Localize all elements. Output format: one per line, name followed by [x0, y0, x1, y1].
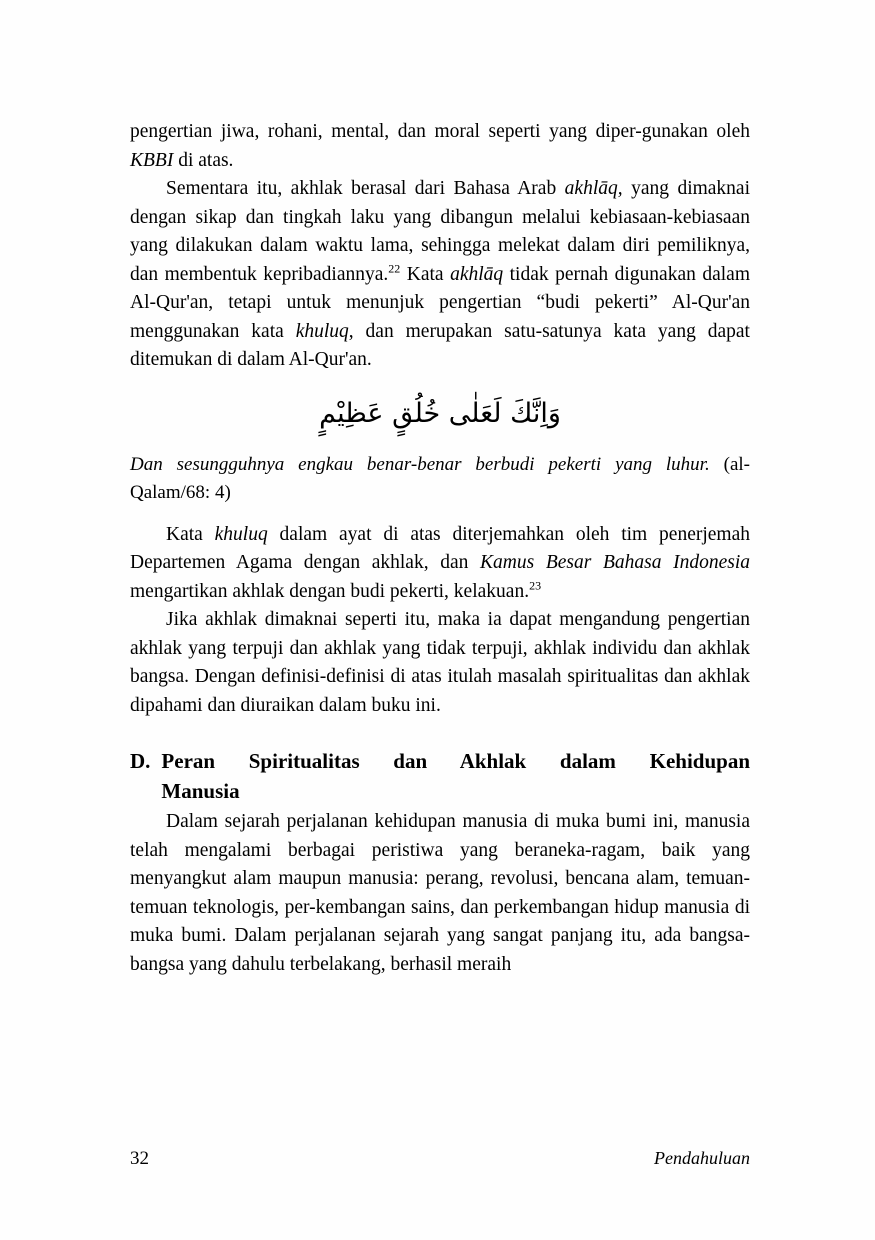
page-footer	[130, 1148, 750, 1170]
paragraph-5	[130, 808, 750, 979]
paragraph-3-text-a: Kata	[166, 523, 215, 545]
section-heading-line2: Manusia	[161, 779, 240, 803]
paragraph-5-text: Dalam sejarah perjalanan kehidupan manusia di muka bumi ini, manusia telah mengalami berbagai peristiwa yang beraneka-ragam, baik yang menyangkut alam maupun manusia: perang, revolusi, bencana alam, temuan-temuan teknologis, per-kembangan sains, dan perkembangan hidup manusia di muka bumi. Dalam perjalanan sejarah yang sangat panjang itu, ada bangsa-bangsa yang dahulu terbelakang, berhasil meraih	[130, 811, 750, 975]
section-heading-line1: Peran Spiritualitas dan Akhlak dalam Kehidupan	[161, 749, 750, 773]
paragraph-2-text-b: yang dimaknai dengan sikap dan tingkah laku yang dibangun melalui kebiasaan-kebiasaan yang dilakukan dalam waktu lama, sehingga melekat dalam diri pemiliknya, dan membentuk kepribadiannya.	[130, 178, 751, 285]
paragraph-3-italic-kbbi-title: Kamus Besar Bahasa Indonesia	[480, 552, 750, 573]
paragraph-2-text-a: Sementara itu, akhlak berasal dari Bahasa Arab	[166, 178, 565, 199]
page-content	[130, 118, 750, 979]
paragraph-2	[130, 175, 750, 375]
paragraph-1-text-b: di atas.	[173, 149, 234, 171]
paragraph-2-italic-akhlaq-1: akhlāq,	[564, 178, 623, 199]
quran-verse-arabic: وَاِنَّكَ لَعَلٰى خُلُقٍ عَظِيْمٍ	[319, 397, 561, 429]
paragraph-1	[130, 118, 750, 175]
paragraph-2-italic-khuluq: khuluq	[295, 320, 349, 342]
footnote-marker-22: 22	[388, 261, 401, 275]
paragraph-2-text-e: , dan merupakan satu-satunya kata yang dapat ditemukan di dalam Al-Qur'an.	[130, 320, 750, 370]
verse-reference: (al-Qalam/68: 4)	[130, 453, 750, 503]
section-heading-label: D.	[130, 749, 151, 773]
paragraph-3-text-c: mengartikan akhlak dengan budi pekerti, kelakuan.	[130, 580, 530, 602]
paragraph-3-italic-khuluq: khuluq	[214, 523, 268, 545]
spacer	[130, 512, 750, 521]
verse-translation-italic: Dan sesungguhnya engkau benar-benar berbudi pekerti yang luhur.	[130, 453, 710, 475]
paragraph-4	[130, 606, 750, 720]
running-head: Pendahuluan	[654, 1148, 750, 1168]
verse-translation	[130, 451, 750, 508]
paragraph-4-text: Jika akhlak dimaknai seperti itu, maka ia dapat mengandung pengertian akhlak yang terpuji dan akhlak yang tidak terpuji, akhlak individu dan akhlak bangsa. Dengan definisi-definisi di atas itulah masalah spiritualitas dan akhlak dipahami dan diuraikan dalam buku ini.	[130, 609, 750, 716]
section-heading-text	[161, 746, 750, 806]
paragraph-1-text-a: pengertian jiwa, rohani, mental, dan moral seperti yang diper-gunakan oleh	[130, 121, 750, 142]
paragraph-2-italic-akhlaq-2: akhlāq	[450, 263, 504, 285]
section-heading	[130, 746, 750, 806]
paragraph-2-text-c: Kata	[400, 263, 451, 285]
footnote-marker-23: 23	[529, 578, 542, 592]
paragraph-3-text-b: dalam ayat di atas diterjemahkan oleh tim penerjemah Departemen Agama dengan akhlak, dan	[130, 523, 750, 573]
page-number: 32	[130, 1148, 149, 1169]
paragraph-1-italic-kbbi: KBBI	[130, 149, 174, 171]
paragraph-3	[130, 521, 750, 607]
paragraph-2-text-d: tidak pernah digunakan dalam Al-Qur'an, tetapi untuk menunjuk pengertian “budi pekerti” Al-Qur'an menggunakan kata	[130, 263, 751, 342]
